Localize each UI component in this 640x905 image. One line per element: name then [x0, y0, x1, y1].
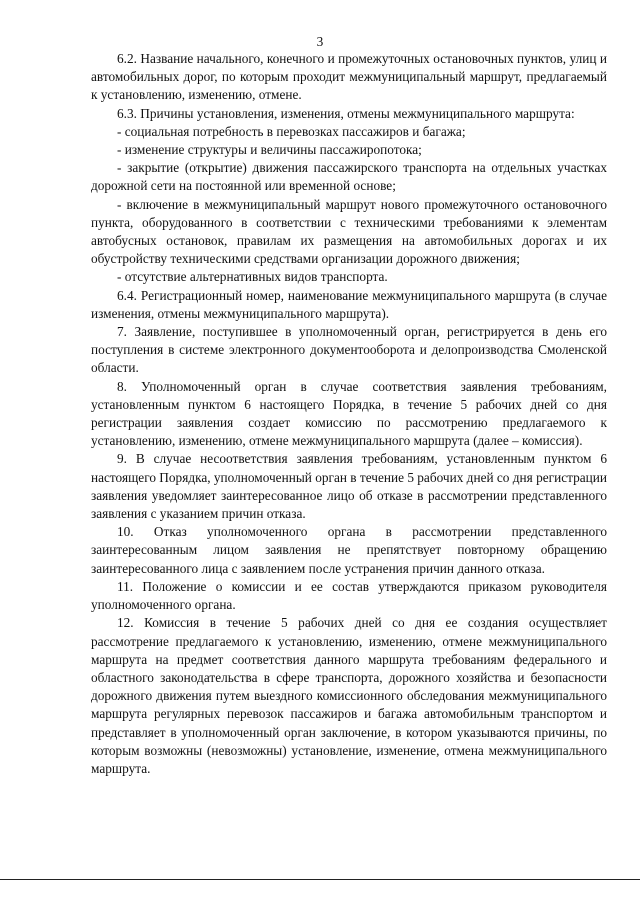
paragraph-9: 9. В случае несоответствия заявления требованиям, установленным пунктом 6 настоящего Порядка, уполномоченный орган в течение 5 рабочих дней со дня регистрации заявления уведомляет заинтересованное лицо об отказе в рассмотрении представленного заявления с указанием причин отказа.	[91, 451, 607, 522]
list-item-social-need: - социальная потребность в перевозках пассажиров и багажа;	[117, 123, 466, 139]
list-item-passenger-flow: - изменение структуры и величины пассажиропотока;	[117, 142, 422, 158]
paragraph-6-4: 6.4. Регистрационный номер, наименование межмуниципального маршрута (в случае изменения, отмены межмуниципального маршрута).	[91, 287, 607, 321]
list-item-traffic-closure: - закрытие (открытие) движения пассажирского транспорта на отдельных участках дорожной сети на постоянной или временной основе;	[91, 160, 607, 194]
bottom-rule	[0, 879, 640, 880]
list-item-new-stop: - включение в межмуниципальный маршрут нового промежуточного остановочного пункта, оборудованного в соответствии с техническими требованиями к элементам автобусных остановок, правилам их размещения на автомобильных дорогах и их обустройству техническими средствами организации дорожного движения;	[91, 196, 607, 267]
paragraph-8: 8. Уполномоченный орган в случае соответствия заявления требованиям, установленным пунктом 6 настоящего Порядка, в течение 5 рабочих дней со дня регистрации заявления создает комиссию по рассмотрению предлагаемого к установлению, изменению, отмене межмуниципального маршрута (далее – комиссия).	[91, 378, 607, 449]
paragraph-7: 7. Заявление, поступившее в уполномоченный орган, регистрируется в день его поступления в системе электронного документооборота и делопроизводства Смоленской области.	[91, 324, 607, 376]
paragraph-11: 11. Положение о комиссии и ее состав утверждаются приказом руководителя уполномоченного органа.	[91, 578, 607, 613]
page-number: 3	[316, 34, 324, 49]
paragraph-12: 12. Комиссия в течение 5 рабочих дней со дня ее создания осуществляет рассмотрение предлагаемого к установлению, изменению, отмене межмуниципального маршрута на предмет соответствия данного маршрута требованиям федерального и областного законодательства в сфере транспорта, дорожного хозяйства и безопасности дорожного движения путем выездного комиссионного обследования межмуниципального маршрута регулярных перевозок пассажиров и багажа автомобильным транспортом и представляет в уполномоченный орган заключение, в котором указываются причины, по которым возможны (невозможны) установление, изменение, отмена межмуниципального маршрута.	[91, 615, 607, 776]
list-item-no-alternative: - отсутствие альтернативных видов транспорта.	[117, 269, 388, 285]
paragraph-10: 10. Отказ уполномоченного органа в рассмотрении представленного заинтересованным лицом заявления не препятствует повторному обращению заинтересованного лица с заявлением после устранения причин данного отказа.	[91, 524, 607, 576]
body-text	[91, 50, 607, 778]
paragraph-6-2: 6.2. Название начального, конечного и промежуточных остановочных пунктов, улиц и автомобильных дорог, по которым проходит межмуниципальный маршрут, предлагаемый к установлению, изменению, отмене.	[91, 51, 607, 103]
paragraph-6-3: 6.3. Причины установления, изменения, отмены межмуниципального маршрута:	[117, 105, 575, 121]
